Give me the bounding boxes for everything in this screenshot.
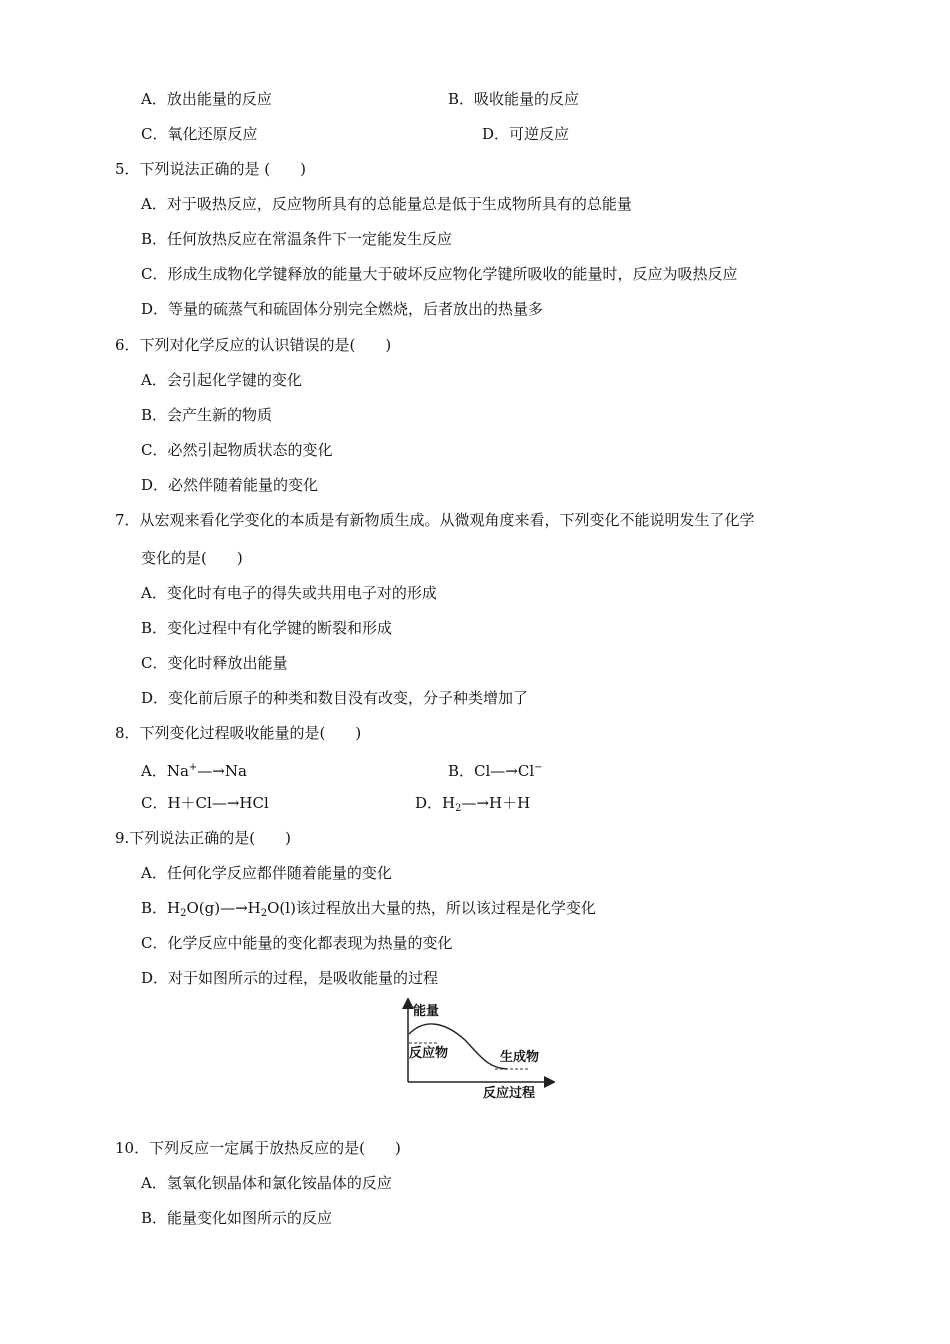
question-8-option-d [415,793,530,819]
question-6-option-a: A．会引起化学键的变化 [141,371,302,389]
question-7-option-c: C．变化时释放出能量 [141,654,288,672]
option-b-label: B．Cl—→Cl [448,762,535,780]
question-9-option-a: A．任何化学反应都伴随着能量的变化 [141,864,392,882]
question-9-option-d: D．对于如图所示的过程，是吸收能量的过程 [141,969,439,987]
energy-diagram [395,998,555,1106]
option-c: C．氧化还原反应 [141,125,258,143]
question-5-option-b: B．任何放热反应在常温条件下一定能发生反应 [141,230,453,248]
subscript: 2 [180,908,187,919]
question-6-option-b: B．会产生新的物质 [141,406,273,424]
question-5-option-c: C．形成生成物化学键释放的能量大于破坏反应物化学键所吸收的能量时，反应为吸热反应 [141,265,738,283]
question-7-option-b: B．变化过程中有化学键的断裂和形成 [141,619,393,637]
question-7-option-a: A．变化时有电子的得失或共用电子对的形成 [141,584,437,602]
option-a-rest: —→Na [197,762,247,780]
y-axis-label: 能量 [413,1004,440,1019]
question-7-option-d: D．变化前后原子的种类和数目没有改变，分子种类增加了 [141,689,529,707]
x-axis-label: 反应过程 [483,1086,536,1101]
option-a: A．放出能量的反应 [141,90,272,108]
product-label: 生成物 [500,1050,540,1065]
question-5-option-d: D．等量的硫蒸气和硫固体分别完全燃烧，后者放出的热量多 [141,300,544,318]
question-8-option-b [448,758,543,781]
question-7-stem-cont: 变化的是( ) [141,549,243,567]
question-9-stem: 9.下列说法正确的是( ) [115,829,292,847]
option-d: D．可逆反应 [482,125,570,143]
question-9-option-c: C．化学反应中能量的变化都表现为热量的变化 [141,934,453,952]
question-6-stem: 6．下列对化学反应的认识错误的是( ) [115,336,392,354]
question-10-option-b: B．能量变化如图所示的反应 [141,1209,333,1227]
option-d-rest: —→H＋H [461,794,531,812]
subscript: 2 [260,908,268,919]
option-b-part-3: O(l)该过程放出大量的热，所以该过程是化学变化 [267,899,596,917]
question-10-stem: 10．下列反应一定属于放热反应的是( ) [115,1139,401,1157]
option-d-label: D．H [415,794,456,812]
question-6-option-c: C．必然引起物质状态的变化 [141,441,333,459]
charge-sup: + [188,762,198,773]
reactant-label: 反应物 [409,1046,449,1061]
option-b-part-2: O(g)—→H [186,899,261,917]
question-8-option-a [141,758,247,781]
question-8-stem: 8．下列变化过程吸收能量的是( ) [115,724,362,742]
question-9-option-b [141,898,596,924]
question-10-option-a: A．氢氧化钡晶体和氯化铵晶体的反应 [141,1174,392,1192]
question-5-option-a: A．对于吸热反应，反应物所具有的总能量总是低于生成物所具有的总能量 [141,195,632,213]
question-6-option-d: D．必然伴随着能量的变化 [141,476,319,494]
option-b: B．吸收能量的反应 [448,90,580,108]
question-7-stem: 7．从宏观来看化学变化的本质是有新物质生成。从微观角度来看，下列变化不能说明发生了化学 [115,511,755,529]
question-8-option-c: C．H＋Cl—→HCl [141,794,269,812]
question-5-stem: 5．下列说法正确的是 ( ) [115,160,307,178]
charge-sup: − [534,762,543,773]
option-a-label: A．Na [141,762,189,780]
subscript: 2 [455,803,462,814]
option-b-part-1: B．H [141,899,181,917]
